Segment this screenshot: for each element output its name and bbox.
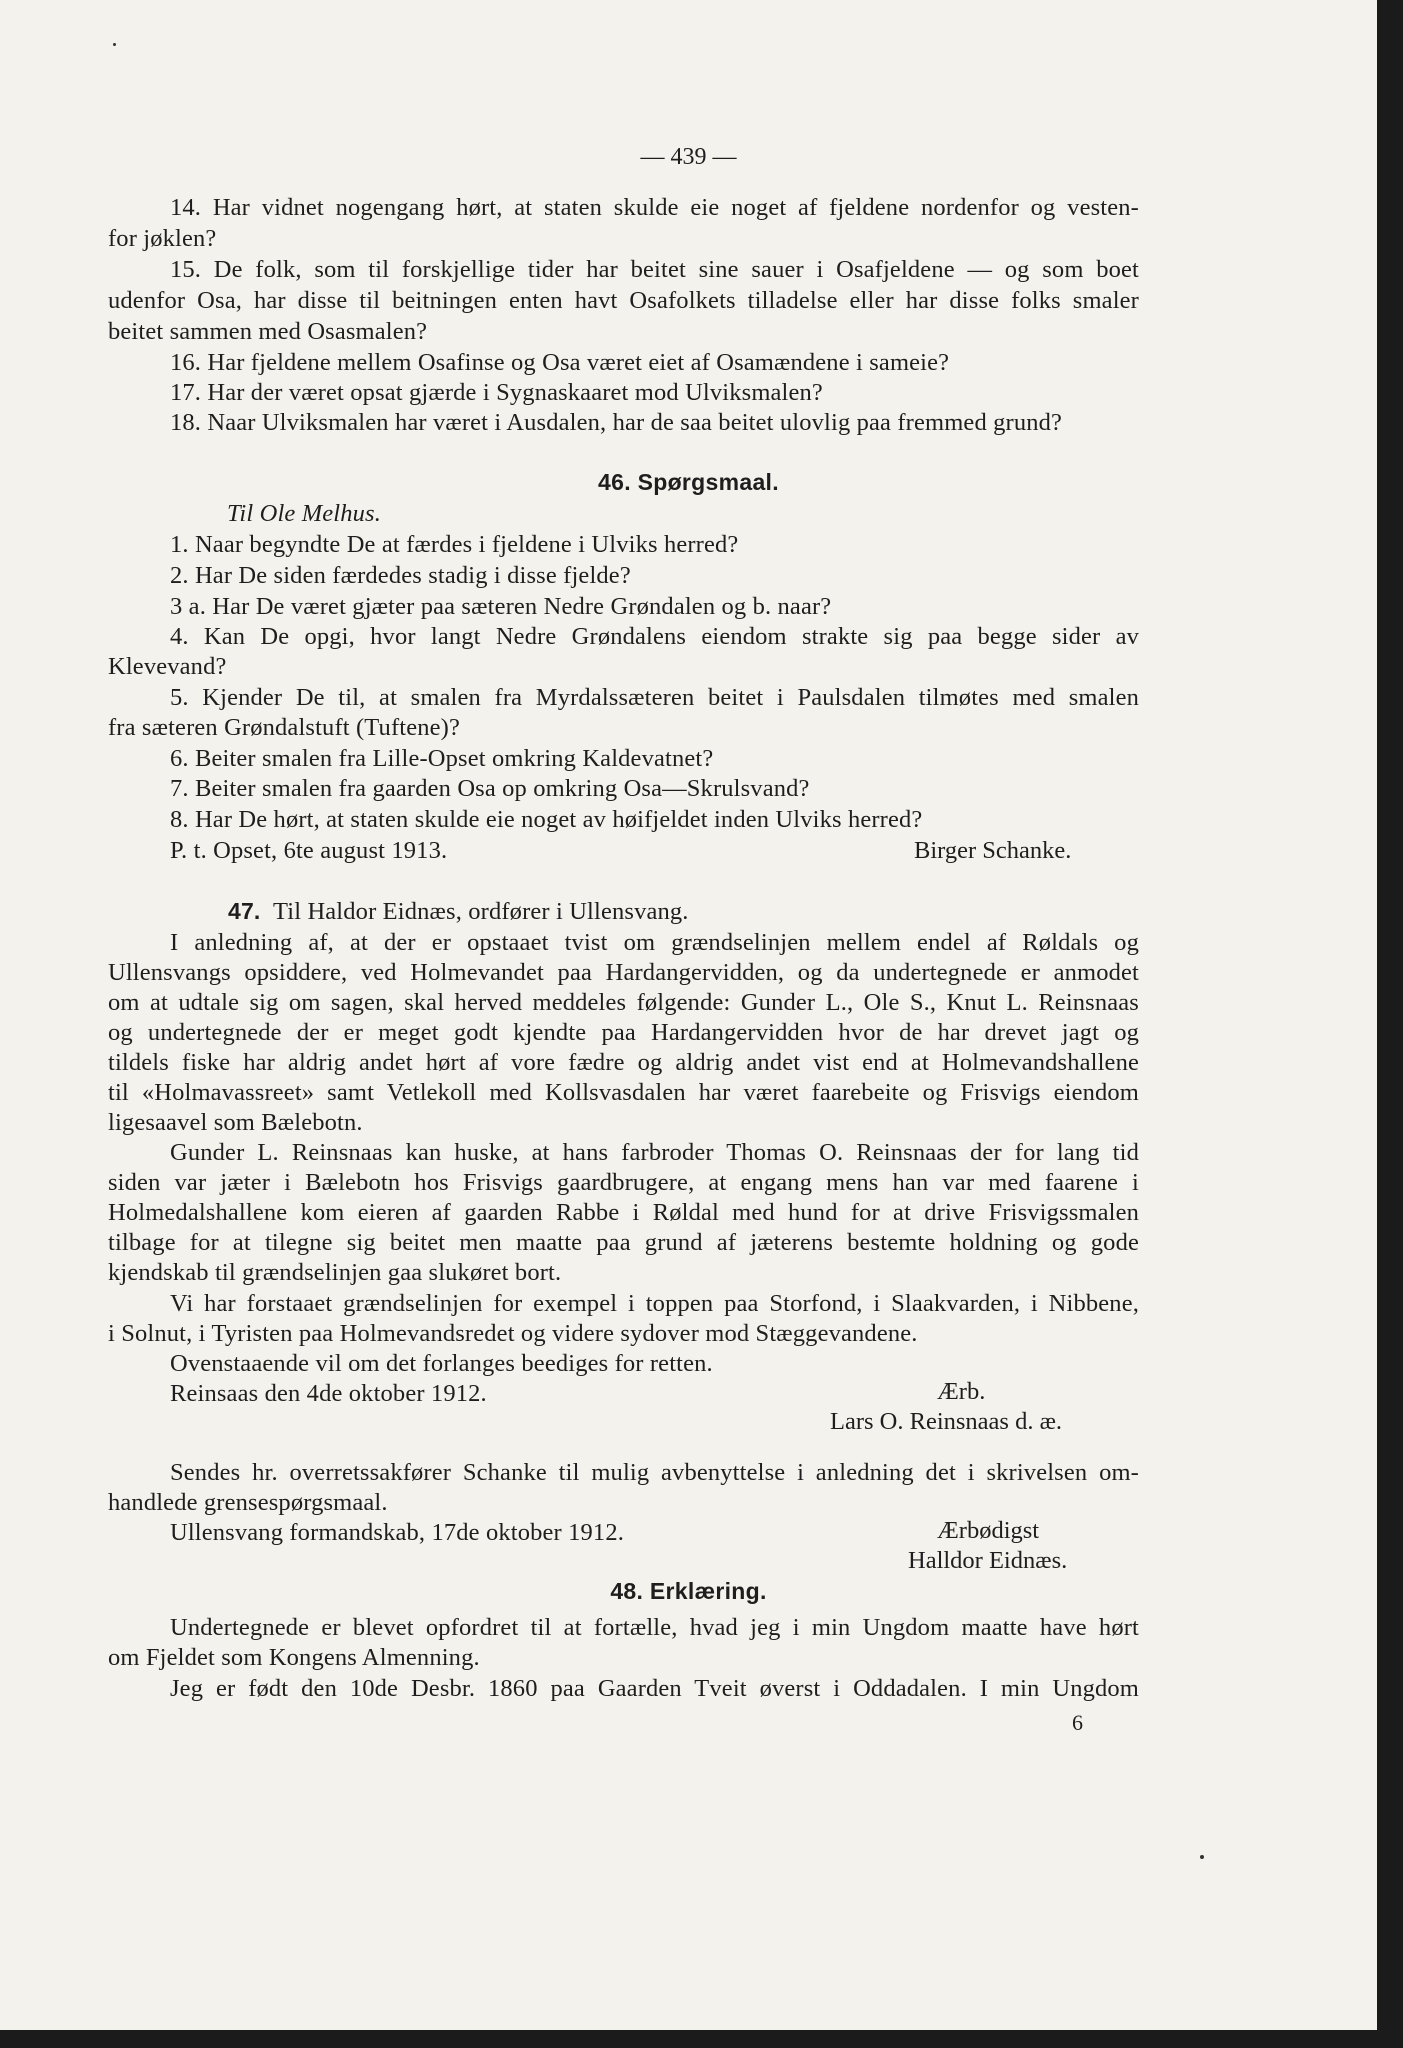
section-heading: 46. Spørgsmaal. (598, 469, 779, 495)
signature-mark: 6 (1072, 1710, 1083, 1735)
text-line: Jeg er født den 10de Desbr. 1860 paa Gaarden Tveit øverst i Oddadalen. I min Ungdom (170, 1675, 1139, 1702)
text-line: Sendes hr. overretssakfører Schanke til mulig avbenyttelse i anledning det i skrivelsen om- (170, 1459, 1139, 1486)
closing: Ærbødigst (937, 1517, 1040, 1544)
place-date: Reinsaas den 4de oktober 1912. (170, 1380, 487, 1407)
text-line: tildels fiske har aldrig andet hørt af vore fædre og aldrig andet vist end at Holmevandshallene (108, 1049, 1139, 1076)
text-line: Gunder L. Reinsnaas kan huske, at hans farbroder Thomas O. Reinsnaas der for lang tid (170, 1139, 1139, 1166)
speck (113, 43, 116, 46)
text-line: tilbage for at tilegne sig beitet men maatte paa grund af jæterens bestemte holdning og gode (108, 1229, 1139, 1256)
question-line: 5. Kjender De til, at smalen fra Myrdalssæteren beitet i Paulsdalen tilmøtes med smalen (170, 684, 1139, 711)
question-line: 3 a. Har De været gjæter paa sæteren Nedre Grøndalen og b. naar? (170, 593, 832, 620)
signature: Halldor Eidnæs. (908, 1547, 1068, 1574)
text-line: til «Holmavassreet» samt Vetlekoll med Kollsvasdalen har været faarebeite og Frisvigs eiendom (108, 1079, 1139, 1106)
question-line: 4. Kan De opgi, hvor langt Nedre Grøndalens eiendom strakte sig paa begge sider av (170, 623, 1139, 650)
text-line: Ovenstaaende vil om det forlanges beediges for retten. (170, 1350, 713, 1377)
text-line: I anledning af, at der er opstaaet tvist om grændselinjen mellem endel af Røldals og (170, 929, 1139, 956)
question-line: 8. Har De hørt, at staten skulde eie noget av høifjeldet inden Ulviks herred? (170, 806, 923, 833)
text-line: ligesaavel som Bælebotn. (108, 1109, 363, 1136)
text-line: Ullensvangs opsiddere, ved Holmevandet paa Hardangervidden, og da undertegnede er anmodet (108, 959, 1139, 986)
section-number: 47. (228, 898, 261, 924)
text-line: beitet sammen med Osasmalen? (108, 318, 428, 345)
place-date: Ullensvang formandskab, 17de oktober 1912. (170, 1519, 625, 1546)
text-line: 15. De folk, som til forskjellige tider har beitet sine sauer i Osafjeldene — og som boet (170, 256, 1139, 283)
text-line: kjendskab til grændselinjen gaa slukøret bort. (108, 1259, 562, 1286)
section-title: Til Haldor Eidnæs, ordfører i Ullensvang. (273, 898, 689, 925)
speck (1200, 1855, 1204, 1859)
text-line: Vi har forstaaet grændselinjen for exempel i toppen paa Storfond, i Slaakvarden, i Nibbene, (170, 1290, 1139, 1317)
question-line: 2. Har De siden færdedes stadig i disse fjelde? (170, 562, 631, 589)
addressee: Til Ole Melhus. (227, 500, 382, 527)
text-line: og undertegnede der er meget godt kjendte paa Hardangervidden hvor de har drevet jagt og (108, 1019, 1139, 1046)
page-number: — 439 — (640, 144, 737, 170)
section-heading-47 (228, 896, 1377, 927)
text-line: 16. Har fjeldene mellem Osafinse og Osa været eiet af Osamændene i sameie? (170, 349, 950, 376)
text-line: Undertegnede er blevet opfordret til at fortælle, hvad jeg i min Ungdom maatte have hørt (170, 1614, 1139, 1641)
signature: Birger Schanke. (914, 837, 1072, 864)
signature: Lars O. Reinsnaas d. æ. (830, 1408, 1063, 1435)
text-line: om Fjeldet som Kongens Almenning. (108, 1644, 480, 1671)
question-line: 7. Beiter smalen fra gaarden Osa op omkring Osa—Skrulsvand? (170, 775, 810, 802)
section-heading: 48. Erklæring. (610, 1578, 767, 1604)
question-line: Klevevand? (108, 653, 227, 680)
question-line: 1. Naar begyndte De at færdes i fjeldene i Ulviks herred? (170, 531, 739, 558)
closing: Ærb. (937, 1378, 986, 1405)
text-line: i Solnut, i Tyristen paa Holmevandsredet og videre sydover mod Stæggevandene. (108, 1320, 918, 1347)
text-line: 18. Naar Ulviksmalen har været i Ausdalen, har de saa beitet ulovlig paa fremmed grund? (170, 409, 1063, 436)
text-line: 14. Har vidnet nogengang hørt, at staten skulde eie noget af fjeldene nordenfor og vesten- (170, 194, 1139, 221)
text-line: siden var jæter i Bælebotn hos Frisvigs gaardbrugere, at engang mens han var med faarene i (108, 1169, 1139, 1196)
place-date: P. t. Opset, 6te august 1913. (170, 837, 448, 864)
question-line: 6. Beiter smalen fra Lille-Opset omkring Kaldevatnet? (170, 745, 714, 772)
text-line: for jøklen? (108, 225, 217, 252)
text-line: Holmedalshallene kom eieren af gaarden Rabbe i Røldal med hund for at drive Frisvigssmalen (108, 1199, 1139, 1226)
text-line: 17. Har der været opsat gjærde i Sygnaskaaret mod Ulviksmalen? (170, 379, 823, 406)
text-line: om at udtale sig om sagen, skal herved meddeles følgende: Gunder L., Ole S., Knut L. Reinsnaas (108, 989, 1139, 1016)
text-line: udenfor Osa, har disse til beitningen enten havt Osafolkets tilladelse eller har disse folks smaler (108, 287, 1139, 314)
question-line: fra sæteren Grøndalstuft (Tuftene)? (108, 714, 461, 741)
text-line: handlede grensespørgsmaal. (108, 1489, 388, 1516)
